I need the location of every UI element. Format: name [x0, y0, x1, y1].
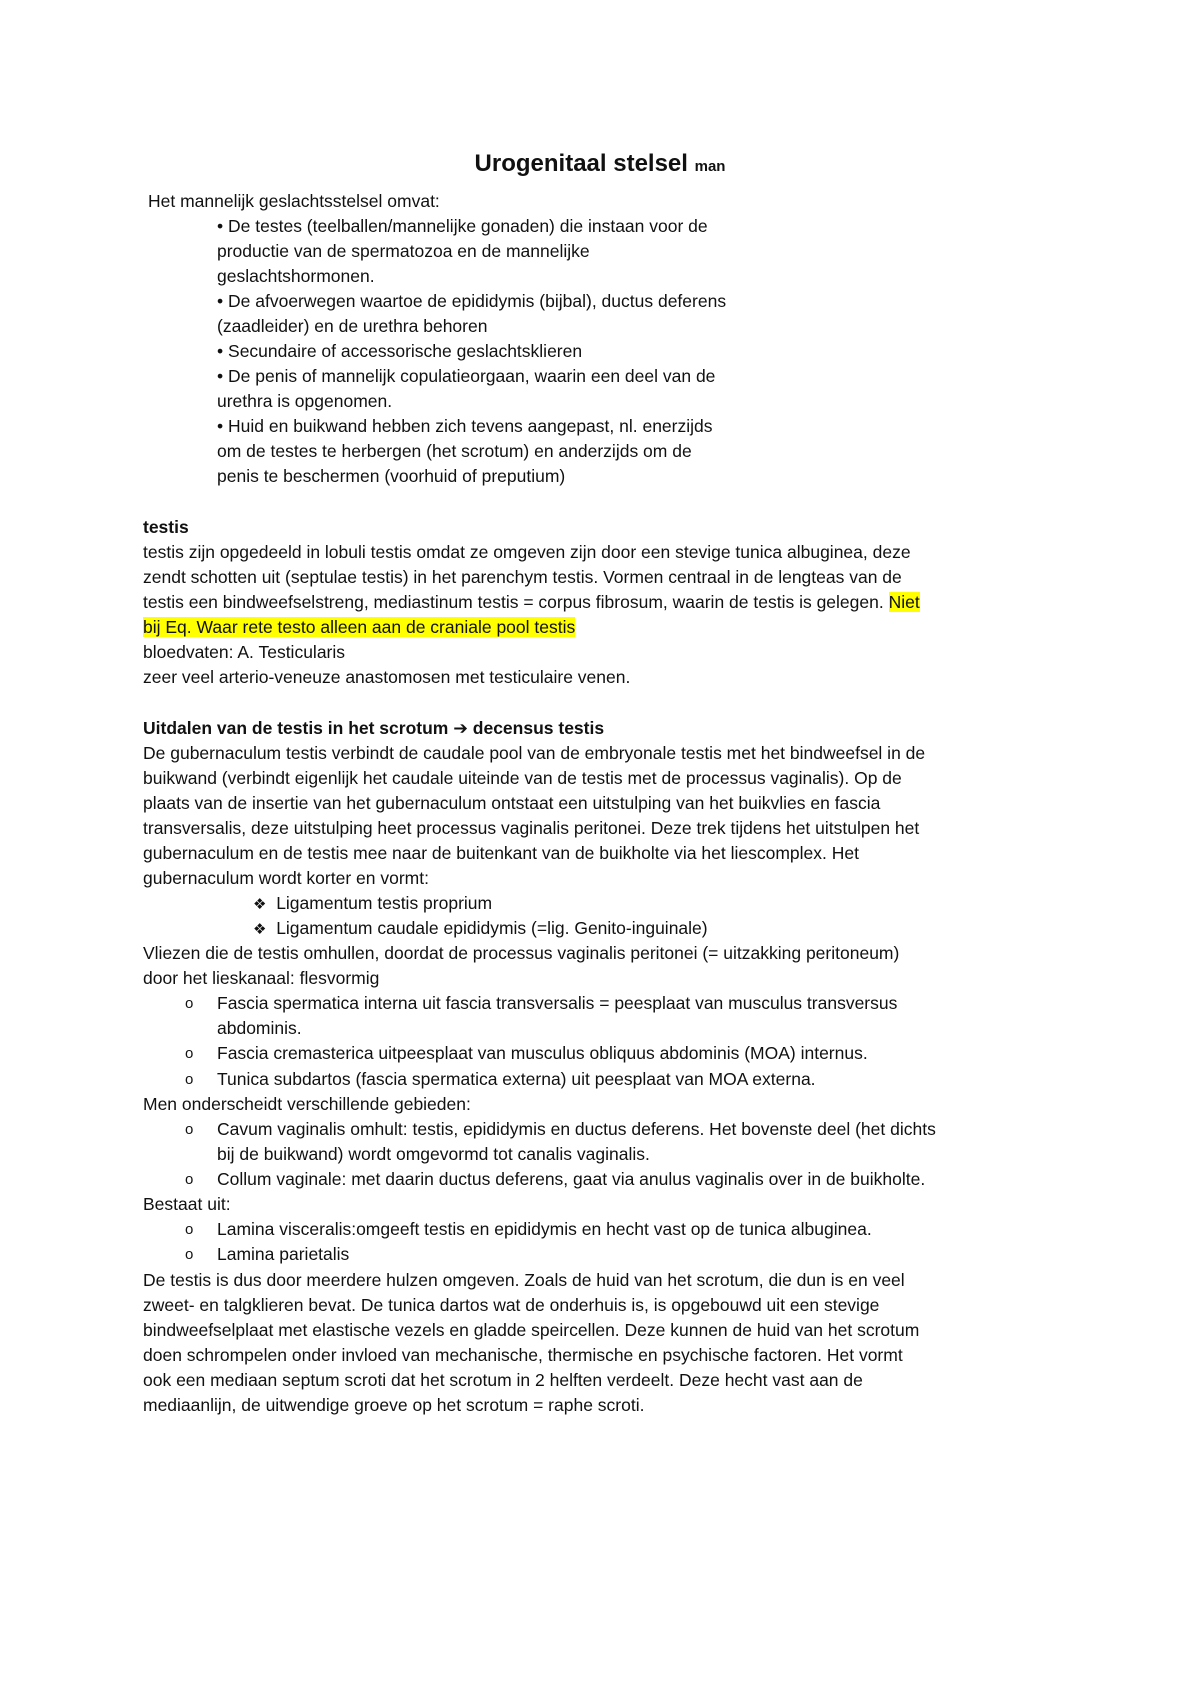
paragraph-line: gubernaculum wordt korter en vormt:: [143, 868, 429, 888]
title-suffix: man: [694, 158, 726, 175]
paragraph-line: mediaanlijn, de uitwendige groeve op het scrotum = raphe scroti.: [143, 1395, 645, 1415]
paragraph-line: Men onderscheidt verschillende gebieden:: [143, 1094, 471, 1114]
circle-list-item: Tunica subdartos (fascia spermatica externa) uit peesplaat van MOA externa.: [217, 1069, 816, 1089]
section-heading-testis: testis: [143, 517, 189, 537]
paragraph-line: testis een bindweefselstreng, mediastinum testis = corpus fibrosum, waarin de testis is gelegen. Niet: [143, 592, 920, 612]
bullet-marker: •: [217, 216, 224, 236]
circle-bullet-icon: o: [185, 1045, 194, 1062]
paragraph-line: zweet- en talgklieren bevat. De tunica dartos wat de onderhuis is, is opgebouwd uit een stevige: [143, 1295, 880, 1315]
highlighted-text: Niet: [888, 592, 920, 612]
intro-item: • De afvoerwegen waartoe de epididymis (bijbal), ductus deferens: [217, 291, 727, 311]
circle-bullet-icon: o: [185, 1246, 194, 1263]
paragraph-line: Bestaat uit:: [143, 1194, 231, 1214]
paragraph-line: plaats van de insertie van het gubernaculum ontstaat een uitstulping van het buikvlies en fascia: [143, 793, 881, 813]
intro-item-cont: om de testes te herbergen (het scrotum) en anderzijds om de: [217, 441, 692, 461]
circle-list-item-cont: bij de buikwand) wordt omgevormd tot canalis vaginalis.: [217, 1144, 650, 1164]
title-main: Urogenitaal stelsel: [474, 150, 688, 177]
bullet-marker: •: [217, 366, 224, 386]
intro-item-cont: urethra is opgenomen.: [217, 391, 393, 411]
circle-list-item: Cavum vaginalis omhult: testis, epididymis en ductus deferens. Het bovenste deel (het dichts: [217, 1119, 936, 1139]
diamond-bullet-icon: ❖: [253, 921, 267, 938]
paragraph-line: ook een mediaan septum scroti dat het scrotum in 2 helften verdeelt. Deze hecht vast aan de: [143, 1370, 863, 1390]
page-title: [0, 150, 1200, 178]
intro-item: • Huid en buikwand hebben zich tevens aangepast, nl. enerzijds: [217, 416, 713, 436]
paragraph-line: door het lieskanaal: flesvormig: [143, 968, 380, 988]
intro-item-cont: (zaadleider) en de urethra behoren: [217, 316, 488, 336]
arrow-icon: ➔: [453, 718, 468, 738]
paragraph-line: De testis is dus door meerdere hulzen omgeven. Zoals de huid van het scrotum, die dun is en veel: [143, 1270, 905, 1290]
paragraph-line: Vliezen die de testis omhullen, doordat de processus vaginalis peritonei (= uitzakking peritoneum): [143, 943, 900, 963]
paragraph-line: zeer veel arterio-veneuze anastomosen met testiculaire venen.: [143, 667, 631, 687]
paragraph-line: [143, 615, 575, 639]
intro-item: • De testes (teelballen/mannelijke gonaden) die instaan voor de: [217, 216, 708, 236]
bullet-marker: •: [217, 291, 224, 311]
circle-bullet-icon: o: [185, 1171, 194, 1188]
paragraph-line: De gubernaculum testis verbindt de caudale pool van de embryonale testis met het bindweefsel in de: [143, 743, 926, 763]
bullet-marker: •: [217, 416, 224, 436]
circle-list-item: Collum vaginale: met daarin ductus deferens, gaat via anulus vaginalis over in de buikholte.: [217, 1169, 926, 1189]
paragraph-line: transversalis, deze uitstulping heet processus vaginalis peritonei. Deze trek tijdens het uitstulpen het: [143, 818, 920, 838]
paragraph-line: gubernaculum en de testis mee naar de buitenkant van de buikholte via het liescomplex. Het: [143, 843, 859, 863]
section-heading-descensus: Uitdalen van de testis in het scrotum ➔ decensus testis: [143, 718, 605, 738]
circle-bullet-icon: o: [185, 1071, 194, 1088]
circle-list-item: Fascia cremasterica uitpeesplaat van musculus obliquus abdominis (MOA) internus.: [217, 1043, 868, 1063]
diamond-list-item: ❖ Ligamentum caudale epididymis (=lig. Genito-inguinale): [253, 916, 708, 942]
diamond-list-item: ❖ Ligamentum testis proprium: [253, 891, 492, 917]
paragraph-line: doen schrompelen onder invloed van mechanische, thermische en psychische factoren. Het vormt: [143, 1345, 903, 1365]
paragraph-line: buikwand (verbindt eigenlijk het caudale uiteinde van de testis met de processus vaginalis). Op de: [143, 768, 902, 788]
intro-item-cont: geslachtshormonen.: [217, 266, 375, 286]
paragraph-line: zendt schotten uit (septulae testis) in het parenchym testis. Vormen centraal in de lengteas van de: [143, 567, 902, 587]
circle-list-item: Lamina parietalis: [217, 1244, 350, 1264]
circle-list-item: Fascia spermatica interna uit fascia transversalis = peesplaat van musculus transversus: [217, 993, 898, 1013]
diamond-bullet-icon: ❖: [253, 896, 267, 913]
paragraph-line: bloedvaten: A. Testicularis: [143, 642, 346, 662]
circle-bullet-icon: o: [185, 995, 194, 1012]
circle-list-item-cont: abdominis.: [217, 1018, 302, 1038]
intro-item-cont: productie van de spermatozoa en de mannelijke: [217, 241, 590, 261]
bullet-marker: •: [217, 341, 224, 361]
paragraph-line: testis zijn opgedeeld in lobuli testis omdat ze omgeven zijn door een stevige tunica albuginea, deze: [143, 542, 911, 562]
circle-bullet-icon: o: [185, 1221, 194, 1238]
circle-bullet-icon: o: [185, 1121, 194, 1138]
intro-item-cont: penis te beschermen (voorhuid of preputium): [217, 466, 566, 486]
intro-item: • De penis of mannelijk copulatieorgaan, waarin een deel van de: [217, 366, 716, 386]
intro-item: • Secundaire of accessorische geslachtsklieren: [217, 341, 583, 361]
intro-heading: Het mannelijk geslachtsstelsel omvat:: [148, 191, 440, 211]
highlighted-text: bij Eq. Waar rete testo alleen aan de craniale pool testis: [143, 617, 576, 637]
paragraph-line: bindweefselplaat met elastische vezels en gladde speircellen. Deze kunnen de huid van het scrotum: [143, 1320, 920, 1340]
circle-list-item: Lamina visceralis:omgeeft testis en epididymis en hecht vast op de tunica albuginea.: [217, 1219, 872, 1239]
